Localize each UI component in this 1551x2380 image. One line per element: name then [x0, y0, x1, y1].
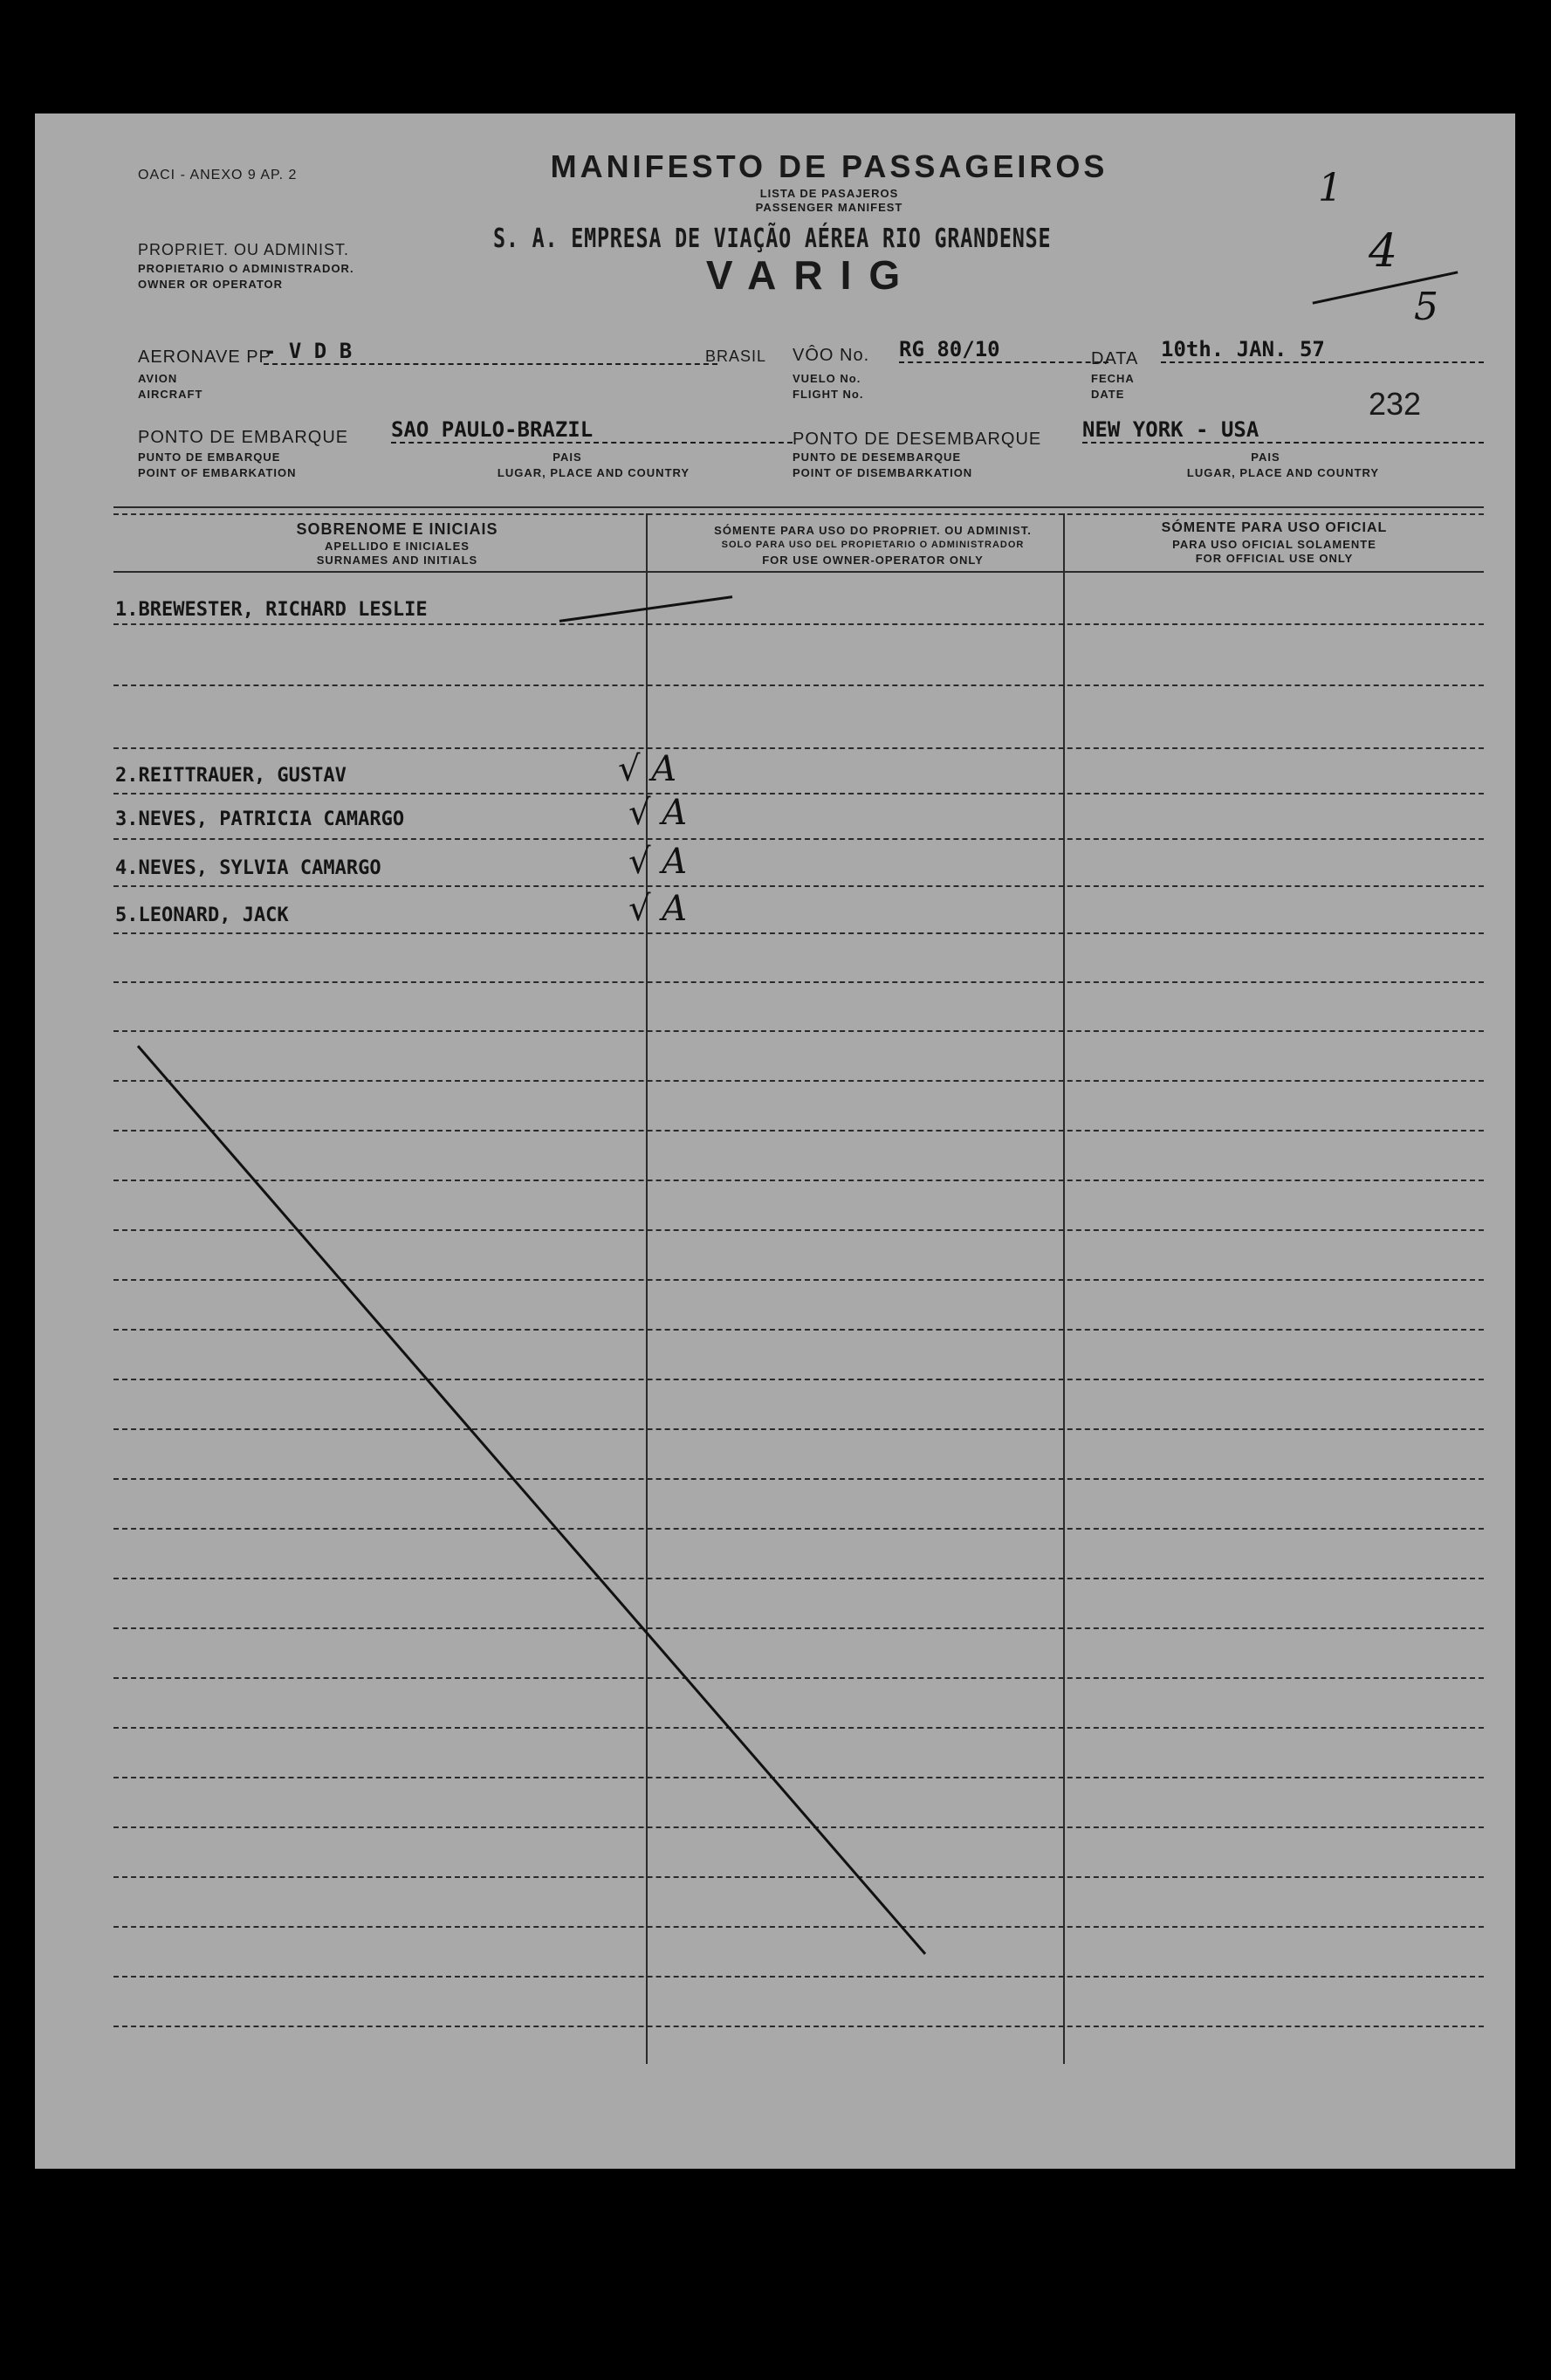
- passenger-name-1: 1.BREWESTER, RICHARD LESLIE: [115, 599, 428, 621]
- embark-value: SAO PAULO-BRAZIL: [391, 417, 793, 444]
- col3-header: SÓMENTE PARA USO OFICIAL: [1161, 520, 1388, 535]
- passenger-name-2: 2.REITTRAUER, GUSTAV: [115, 765, 347, 787]
- col2-header-en: FOR USE OWNER-OPERATOR ONLY: [762, 554, 984, 567]
- embark-pais-label: PAIS: [552, 451, 582, 464]
- disembark-label: PONTO DE DESEMBARQUE: [793, 430, 1042, 449]
- aircraft-label: AERONAVE PP: [138, 347, 271, 367]
- aircraft-value: - V D B: [264, 339, 717, 365]
- col1-header: SOBRENOME E INICIAIS: [296, 520, 498, 538]
- passenger-name-3: 3.NEVES, PATRICIA CAMARGO: [115, 808, 405, 830]
- manifest-title: MANIFESTO DE PASSAGEIROS: [550, 148, 1108, 184]
- flight-value: RG 80/10: [899, 337, 1108, 363]
- date-value: 10th. JAN. 57: [1161, 337, 1484, 363]
- void-strike-line: [35, 113, 1515, 2169]
- flight-label-es: VUELO No.: [793, 372, 861, 385]
- embark-label-es: PUNTO DE EMBARQUE: [138, 451, 281, 464]
- passenger-name-5: 5.LEONARD, JACK: [115, 905, 289, 926]
- date-label: DATA: [1091, 349, 1139, 368]
- stamp-number: 232: [1369, 386, 1422, 422]
- disembark-label-en: POINT OF DISEMBARKATION: [793, 466, 973, 479]
- disembark-label-es: PUNTO DE DESEMBARQUE: [793, 451, 962, 464]
- aircraft-label-es: AVION: [138, 372, 178, 385]
- flight-label: VÔO No.: [793, 346, 870, 365]
- col1-header-en: SURNAMES AND INITIALS: [316, 554, 478, 567]
- date-label-es: FECHA: [1091, 372, 1135, 385]
- disembark-place-label: LUGAR, PLACE AND COUNTRY: [1186, 466, 1380, 479]
- annex-label: OACI - ANEXO 9 AP. 2: [138, 168, 298, 182]
- flight-label-en: FLIGHT No.: [793, 388, 864, 401]
- passenger-mark-3: √ A: [628, 793, 688, 833]
- passenger-mark-2: √ A: [618, 749, 677, 789]
- disembark-value: NEW YORK - USA: [1082, 417, 1484, 444]
- col1-header-es: APELLIDO E INICIALES: [325, 540, 470, 553]
- brand-logo-text: VARIG: [705, 252, 918, 298]
- owner-label-pt: PROPRIET. OU ADMINIST.: [138, 241, 350, 258]
- col2-header: SÓMENTE PARA USO DO PROPRIET. OU ADMINIST.: [714, 524, 1032, 537]
- company-name: S. A. EMPRESA DE VIAÇÃO AÉREA RIO GRANDENSE: [493, 224, 1052, 254]
- passenger-mark-5: √ A: [628, 889, 688, 929]
- page-mark-top: 1: [1318, 166, 1342, 210]
- country-label: BRASIL: [705, 347, 767, 365]
- owner-label-en: OWNER OR OPERATOR: [138, 278, 284, 291]
- disembark-pais-label: PAIS: [1251, 451, 1280, 464]
- manifest-sheet: [35, 113, 1515, 2169]
- page-mark-numerator: 4: [1369, 225, 1398, 278]
- manifest-subtitle-es: LISTA DE PASAJEROS: [759, 187, 899, 200]
- embark-place-label: LUGAR, PLACE AND COUNTRY: [497, 466, 690, 479]
- col2-header-es: SOLO PARA USO DEL PROPIETARIO O ADMINISTRADOR: [721, 540, 1025, 550]
- col3-header-es: PARA USO OFICIAL SOLAMENTE: [1172, 538, 1376, 551]
- aircraft-label-en: AIRCRAFT: [138, 388, 203, 401]
- date-label-en: DATE: [1091, 388, 1125, 401]
- col3-header-en: FOR OFFICIAL USE ONLY: [1195, 552, 1354, 565]
- passenger-mark-4: √ A: [628, 842, 688, 882]
- embark-label-en: POINT OF EMBARKATION: [138, 466, 297, 479]
- page-mark-denominator: 5: [1414, 285, 1438, 329]
- passenger-name-4: 4.NEVES, SYLVIA CAMARGO: [115, 857, 381, 879]
- owner-label-es: PROPIETARIO O ADMINISTRADOR.: [138, 262, 354, 275]
- manifest-subtitle-en: PASSENGER MANIFEST: [755, 201, 903, 214]
- embark-label: PONTO DE EMBARQUE: [138, 428, 349, 447]
